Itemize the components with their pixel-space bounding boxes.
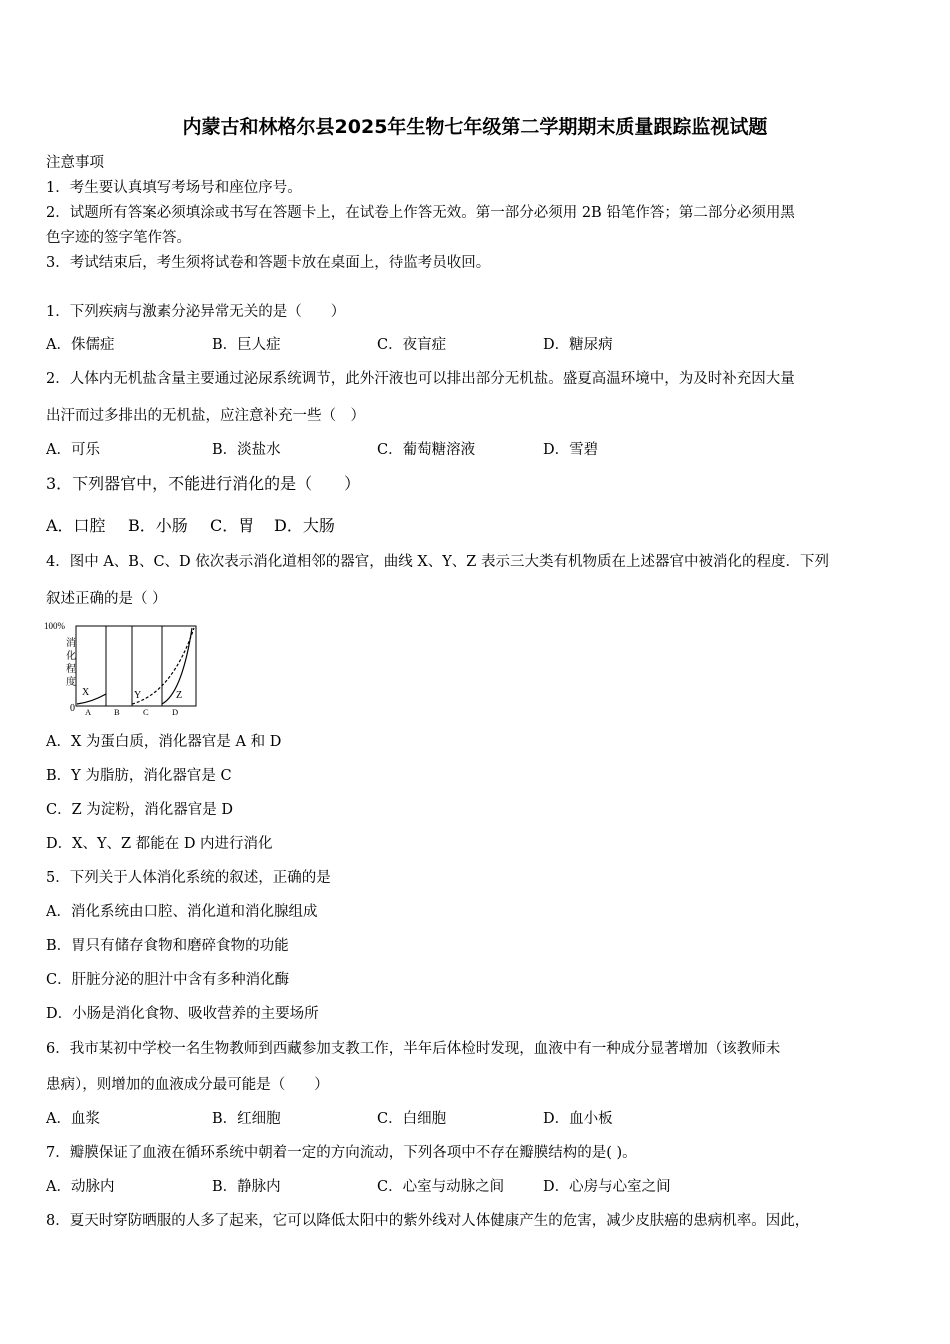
x-tick-label: D (172, 707, 179, 717)
q3-option-a: A．口腔 (46, 516, 106, 535)
figure-y-top-label: 100% (44, 621, 65, 631)
q1-option-b: B．巨人症 (212, 337, 281, 353)
q2-option-d: D．雪碧 (543, 442, 599, 458)
figure-y-label-char: 化 (66, 651, 76, 662)
q4-stem-line: 4．图中 A、B、C、D 依次表示消化道相邻的器官，曲线 X、Y、Z 表示三大类有机物质在上述器官中被消化的程度．下列 (46, 554, 829, 570)
x-tick-label: B (114, 707, 120, 717)
q4-option-c: C．Z 为淀粉，消化器官是 D (46, 802, 234, 818)
figure-y-zero: 0 (70, 703, 75, 714)
q4-option-a: A．X 为蛋白质，消化器官是 A 和 D (46, 734, 282, 750)
q1-option-a: A．侏儒症 (46, 337, 115, 353)
q1-stem: 1．下列疾病与激素分泌异常无关的是（ ） (46, 304, 346, 320)
q2-option-a: A．可乐 (46, 442, 100, 458)
q7-option-c: C．心室与动脉之间 (377, 1179, 505, 1195)
q5-option-b: B．胃只有储存食物和磨碎食物的功能 (46, 938, 289, 954)
q6-stem-line: 患病），则增加的血液成分最可能是（ ） (46, 1077, 329, 1093)
q5-option-c: C．肝脏分泌的胆汁中含有多种消化酶 (46, 972, 290, 988)
q7-option-d: D．心房与心室之间 (543, 1179, 671, 1195)
q4-option-d: D．X、Y、Z 都能在 D 内进行消化 (46, 836, 273, 852)
q1-option-d: D．糖尿病 (543, 337, 613, 353)
q1-option-c: C．夜盲症 (377, 337, 447, 353)
figure-y-label-char: 程 (66, 664, 76, 675)
q6-stem-line: 6．我市某初中学校一名生物教师到西藏参加支教工作，半年后体检时发现，血液中有一种成分显著增加（该教师未 (46, 1041, 781, 1057)
notice-heading: 注意事项 (46, 155, 104, 171)
q6-option-a: A．血浆 (46, 1111, 100, 1127)
q2-option-b: B．淡盐水 (212, 442, 281, 458)
q4-option-b: B．Y 为脂肪，消化器官是 C (46, 768, 232, 784)
q7-option-a: A．动脉内 (46, 1179, 115, 1195)
q3-option-d: D．大肠 (274, 516, 335, 535)
q6-option-d: D．血小板 (543, 1111, 613, 1127)
q5-option-a: A．消化系统由口腔、消化道和消化腺组成 (46, 904, 318, 920)
x-tick-label: A (85, 707, 92, 717)
q5-stem: 5．下列关于人体消化系统的叙述，正确的是 (46, 870, 331, 886)
q3-option-b: B．小肠 (128, 516, 188, 535)
q2-stem-line: 出汗而过多排出的无机盐，应注意补充一些（ ） (46, 408, 365, 424)
curve-y-label: Y (134, 690, 142, 701)
notice-item: 1．考生要认真填写考场号和座位序号。 (46, 180, 302, 196)
curve-x-label: X (82, 687, 90, 698)
curve-z-label: Z (176, 690, 183, 701)
q7-option-b: B．静脉内 (212, 1179, 281, 1195)
notice-item: 3．考试结束后，考生须将试卷和答题卡放在桌面上，待监考员收回。 (46, 255, 491, 271)
digestion-figure (44, 618, 200, 718)
q8-stem: 8．夏天时穿防晒服的人多了起来，它可以降低太阳中的紫外线对人体健康产生的危害，减少皮肤癌的患病机率。因此， (46, 1213, 810, 1229)
q3-stem: 3．下列器官中，不能进行消化的是（ ） (46, 474, 361, 493)
curve-y (132, 628, 194, 704)
figure-y-label-char: 度 (66, 677, 76, 688)
q4-stem-line: 叙述正确的是（ ） (46, 591, 167, 607)
notice-item: 色字迹的签字笔作答。 (46, 230, 191, 246)
page-title: 内蒙古和林格尔县2025年生物七年级第二学期期末质量跟踪监视试题 (182, 116, 768, 138)
notice-item: 2．试题所有答案必须填涂或书写在答题卡上，在试卷上作答无效。第一部分必须用 2B 铅笔作答；第二部分必须用黑 (46, 205, 795, 221)
q6-option-b: B．红细胞 (212, 1111, 281, 1127)
q2-stem-line: 2．人体内无机盐含量主要通过泌尿系统调节，此外汗液也可以排出部分无机盐。盛夏高温环境中，为及时补充因大量 (46, 371, 795, 387)
q3-option-c: C．胃 (210, 516, 255, 535)
q2-option-c: C．葡萄糖溶液 (377, 442, 476, 458)
x-tick-label: C (143, 707, 149, 717)
q6-option-c: C．白细胞 (377, 1111, 447, 1127)
q5-option-d: D．小肠是消化食物、吸收营养的主要场所 (46, 1006, 319, 1022)
figure-y-label-char: 消 (66, 638, 76, 649)
q7-stem: 7．瓣膜保证了血液在循环系统中朝着一定的方向流动，下列各项中不存在瓣膜结构的是( )。 (46, 1145, 637, 1161)
